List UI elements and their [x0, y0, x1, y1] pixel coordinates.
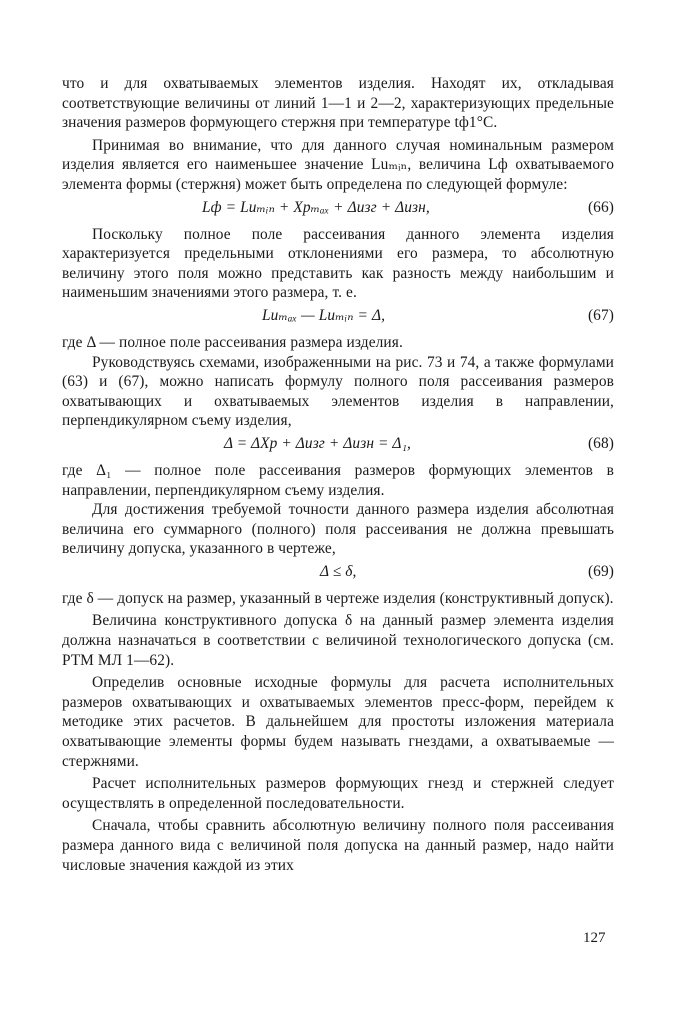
formula-69: [62, 562, 614, 586]
paragraph-6: где Δ₁ — полное поле рассеивания размеров формующих элементов в направлении, перпендикулярном съему изделия.: [62, 461, 614, 499]
formula-68-expression: Δ = ΔXp + Δизг + Δизн = Δ₁,: [224, 434, 411, 452]
paragraph-9: Величина конструктивного допуска δ на данный размер элемента изделия должна назначаться в соответствии с величиной технологического допуска (см. РТМ МЛ 1—62).: [62, 612, 614, 669]
paragraph-12: Сначала, чтобы сравнить абсолютную величину полного поля рассеивания размера данного вида с величиной поля допуска на данный размер, надо найти числовые значения каждой из этих: [62, 817, 614, 874]
formula-66: [62, 198, 614, 222]
paragraph-11: Расчет исполнительных размеров формующих гнезд и стержней следует осуществлять в определенной последовательности.: [62, 775, 614, 812]
formula-67-number: (67): [587, 306, 614, 324]
paragraph-2: Принимая во внимание, что для данного случая номинальным размером изделия является его наименьшее значение Luₘᵢₙ, величина Lф охватываемого элемента формы (стержня) может быть определена по следующей формуле:: [62, 136, 614, 193]
paragraph-3: Поскольку полное поле рассеивания данного элемента изделия характеризуется предельными отклонениями его размера, то абсолютную величину этого поля можно представить как разность между наибольшим и наименьшим значениями этого размера, т. е.: [62, 225, 614, 302]
paragraph-7: Для достижения требуемой точности данного размера изделия абсолютная величина его суммарного (полного) поля рассеивания не должна превышать величину допуска, указанного в чертеже,: [62, 501, 614, 558]
formula-68-number: (68): [587, 434, 614, 452]
paragraph-8: где δ — допуск на размер, указанный в чертеже изделия (конструктивный допуск).: [62, 589, 614, 607]
text-column: [62, 74, 614, 875]
paragraph-5: Руководствуясь схемами, изображенными на рис. 73 и 74, а также формулами (63) и (67), можно написать формулу полного поля рассеивания размеров охватывающих и охватываемых элементов изделия в направлении, перпендикулярном съему изделия,: [62, 353, 614, 430]
page-number: 127: [583, 930, 606, 946]
formula-67: [62, 306, 614, 330]
formula-66-expression: Lф = Luₘᵢₙ + Xpₘₐₓ + Δизг + Δизн,: [202, 198, 430, 216]
paragraph-4: где Δ — полное поле рассеивания размера изделия.: [62, 333, 403, 351]
paragraph-10: Определив основные исходные формулы для расчета исполнительных размеров охватывающих и охватываемых элементов пресс-форм, перейдем к методике этих расчетов. В дальнейшем для простоты изложения материала охватывающие элементы формы будем называть гнездами, а охватываемые — стержнями.: [62, 674, 614, 770]
paragraph-1: что и для охватываемых элементов изделия. Находят их, откладывая соответствующие величины от линий 1—1 и 2—2, характеризующих предельные значения размеров формующего стержня при температуре tф1°С.: [62, 75, 614, 132]
formula-68: [62, 434, 614, 458]
formula-66-number: (66): [587, 198, 614, 216]
formula-69-expression: Δ ≤ δ,: [320, 562, 357, 580]
formula-69-number: (69): [587, 562, 614, 580]
formula-67-expression: Luₘₐₓ — Luₘᵢₙ = Δ,: [262, 306, 386, 324]
